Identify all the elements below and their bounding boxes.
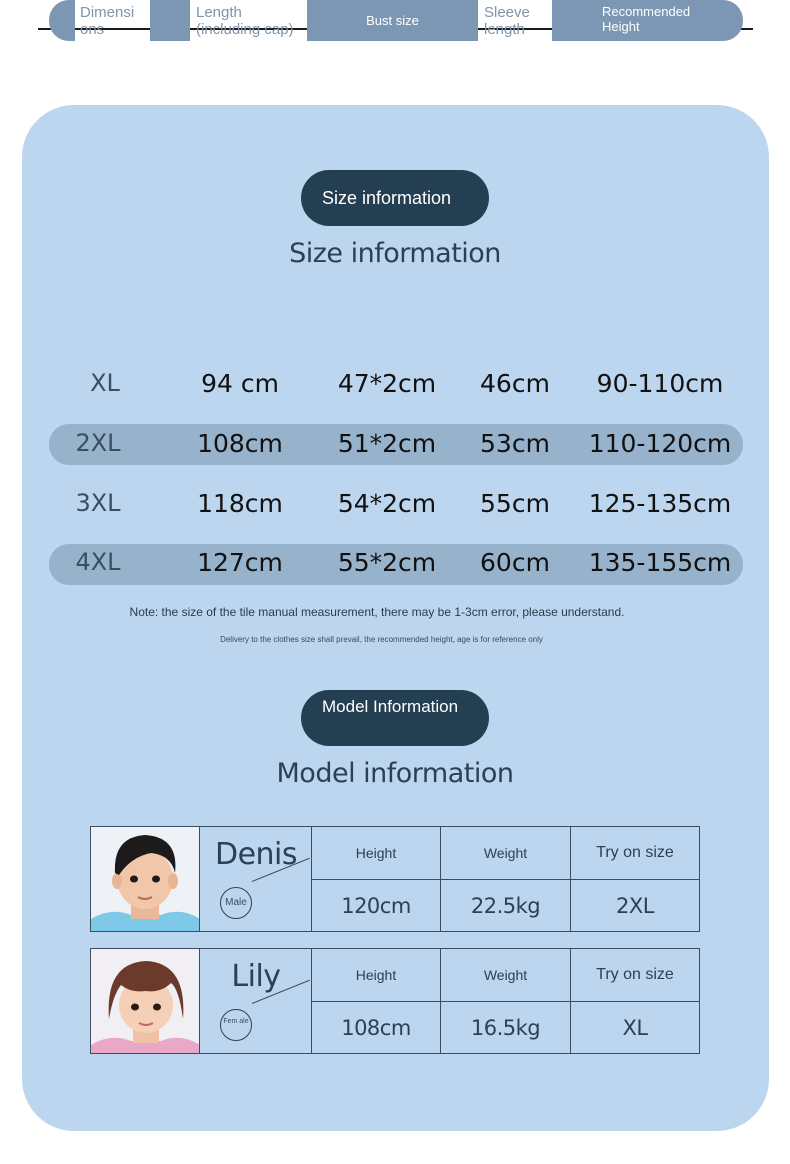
reference-note: Delivery to the clothes size shall prevail, the recommended height, age is for reference only xyxy=(220,635,543,644)
model-photo-boy xyxy=(91,827,200,931)
header-length-tab xyxy=(150,0,190,41)
gender-badge: Male xyxy=(220,887,252,919)
height-value: 108cm xyxy=(312,1002,441,1053)
model-info-badge: Model Information xyxy=(301,690,489,746)
height-value: 120cm xyxy=(312,880,441,931)
bust-cell: 55*2cm xyxy=(337,548,437,577)
model-card-denis xyxy=(90,826,700,932)
length-cell: 94 cm xyxy=(201,369,279,398)
try-on-label: Try on size xyxy=(571,827,699,880)
height-cell: 90-110cm xyxy=(596,369,724,398)
header-dimensions-tab xyxy=(49,0,75,41)
height-label: Height xyxy=(312,949,441,1002)
header-bust: Bust size xyxy=(307,0,478,41)
weight-value: 16.5kg xyxy=(441,1002,571,1053)
height-cell: 110-120cm xyxy=(588,429,732,458)
bust-cell: 51*2cm xyxy=(337,429,437,458)
model-name: Denis xyxy=(214,837,298,872)
header-length: Length (including cap) xyxy=(196,4,294,38)
height-label: Height xyxy=(312,827,441,880)
height-cell: 135-155cm xyxy=(588,548,732,577)
model-name: Lily xyxy=(231,959,281,994)
model-name-cell xyxy=(200,949,312,1053)
length-cell: 118cm xyxy=(197,489,283,518)
model-name-cell xyxy=(200,827,312,931)
try-on-value: 2XL xyxy=(616,894,654,918)
length-cell: 108cm xyxy=(197,429,283,458)
sleeve-cell: 53cm xyxy=(480,429,550,458)
header-dimensions: Dimensi ons xyxy=(80,4,135,38)
sleeve-cell: 60cm xyxy=(480,548,550,577)
height-cell: 125-135cm xyxy=(588,489,732,518)
gender-badge: Fem ale xyxy=(220,1009,252,1041)
model-card-lily xyxy=(90,948,700,1054)
sleeve-cell: 46cm xyxy=(480,369,550,398)
bust-cell: 54*2cm xyxy=(337,489,437,518)
size-info-title: Size information xyxy=(289,238,501,269)
model-photo-girl xyxy=(91,949,200,1053)
size-cell: 4XL xyxy=(75,548,121,576)
bust-cell: 47*2cm xyxy=(337,369,437,398)
size-info-badge: Size information xyxy=(301,170,489,226)
try-on-value: XL xyxy=(622,1016,648,1040)
weight-value: 22.5kg xyxy=(441,880,571,931)
sleeve-cell: 55cm xyxy=(480,489,550,518)
try-on-label: Try on size xyxy=(571,949,699,1002)
header-height: Recommended Height xyxy=(552,0,743,41)
weight-label: Weight xyxy=(441,827,571,880)
size-cell: XL xyxy=(90,369,120,397)
model-info-title: Model information xyxy=(276,758,514,789)
weight-label: Weight xyxy=(441,949,571,1002)
size-cell: 3XL xyxy=(75,489,121,517)
length-cell: 127cm xyxy=(197,548,283,577)
size-cell: 2XL xyxy=(75,429,121,457)
header-sleeve: Sleeve length xyxy=(484,4,530,38)
measurement-note: Note: the size of the tile manual measurement, there may be 1-3cm error, please understand. xyxy=(129,605,625,619)
